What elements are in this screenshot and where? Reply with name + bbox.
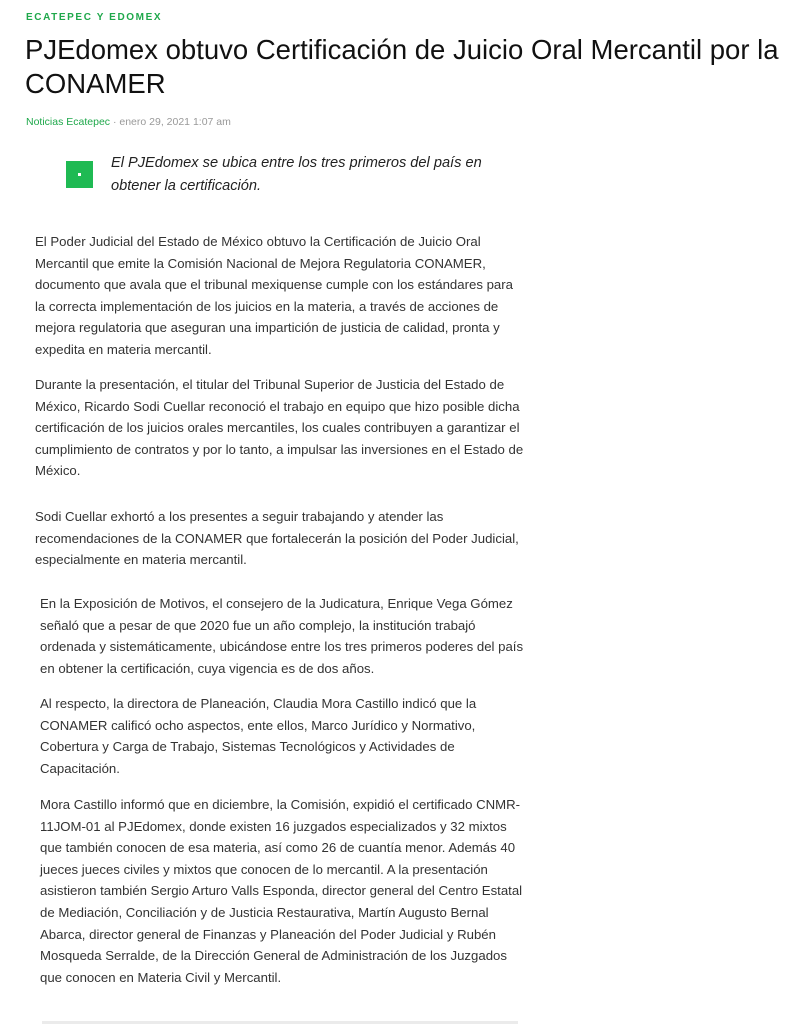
author-link[interactable]: Noticias Ecatepec (26, 116, 111, 128)
pull-quote (66, 152, 516, 202)
paragraph-2: Durante la presentación, el titular del Tribunal Superior de Justicia del Estado de México, Ricardo Sodi Cuellar reconoció el trabajo en equipo que hizo posible dicha certificación de los juicios orales mercantiles, los cuales contribuyen a garantizar el cumplimiento de contratos y por lo tanto, a impulsar las inversiones en el Estado de México. (35, 377, 524, 479)
quote-square-icon (66, 161, 93, 188)
category-label[interactable]: ECATEPEC Y EDOMEX (26, 12, 163, 23)
paragraph-1: El Poder Judicial del Estado de México obtuvo la Certificación de Juicio Oral Mercantil que emite la Comisión Nacional de Mejora Regulatoria CONAMER, documento que avala que el tribunal mexiquense cumple con los estándares para la correcta implementación de los juicios en la materia, a través de acciones de mejora regulatoria que aseguran una impartición de justicia de calidad, pronta y expedita en materia mercantil. (35, 234, 513, 357)
paragraph-6: Mora Castillo informó que en diciembre, la Comisión, expidió el certificado CNMR-11JOM-01 al PJEdomex, donde existen 16 juzgados especializados y 32 mixtos que también conocen de esa materia, así como 26 de cuantía menor. Además 40 jueces jueces civiles y mixtos que conocen de lo mercantil. A la presentación asistieron también Sergio Arturo Valls Esponda, director general del Centro Estatal de Mediación, Conciliación y de Justicia Restaurativa, Martín Augusto Bernal Abarca, director general de Finanzas y Planeación del Poder Judicial y Rubén Mosqueda Serralde, de la Dirección General de Administración de los Juzgados que conocen en Materia Civil y Mercantil. (40, 797, 523, 985)
article-title: PJEdomex obtuvo Certificación de Juicio Oral Mercantil por la CONAMER (25, 34, 779, 99)
article-meta (26, 115, 231, 129)
paragraph-4: En la Exposición de Motivos, el consejero de la Judicatura, Enrique Vega Gómez señaló que a pesar de que 2020 fue un año complejo, la institución trabajó ordenada y sistemáticamente, ubicándose entre los tres primeros poderes del país en obtener la certificación, cuya vigencia es de dos años. (40, 596, 524, 676)
publish-date: · enero 29, 2021 1:07 am (112, 116, 231, 128)
pull-quote-text: El PJEdomex se ubica entre los tres primeros del país en obtener la certificación. (111, 155, 482, 194)
paragraph-5: Al respecto, la directora de Planeación, Claudia Mora Castillo indicó que la CONAMER calificó ocho aspectos, ente ellos, Marco Jurídico y Normativo, Cobertura y Carga de Trabajo, Sistemas Tecnológicos y Actividades de Capacitación. (40, 696, 477, 776)
paragraph-3: Sodi Cuellar exhortó a los presentes a seguir trabajando y atender las recomendaciones de la CONAMER que fortalecerán la posición del Poder Judicial, especialmente en materia mercantil. (35, 509, 519, 568)
